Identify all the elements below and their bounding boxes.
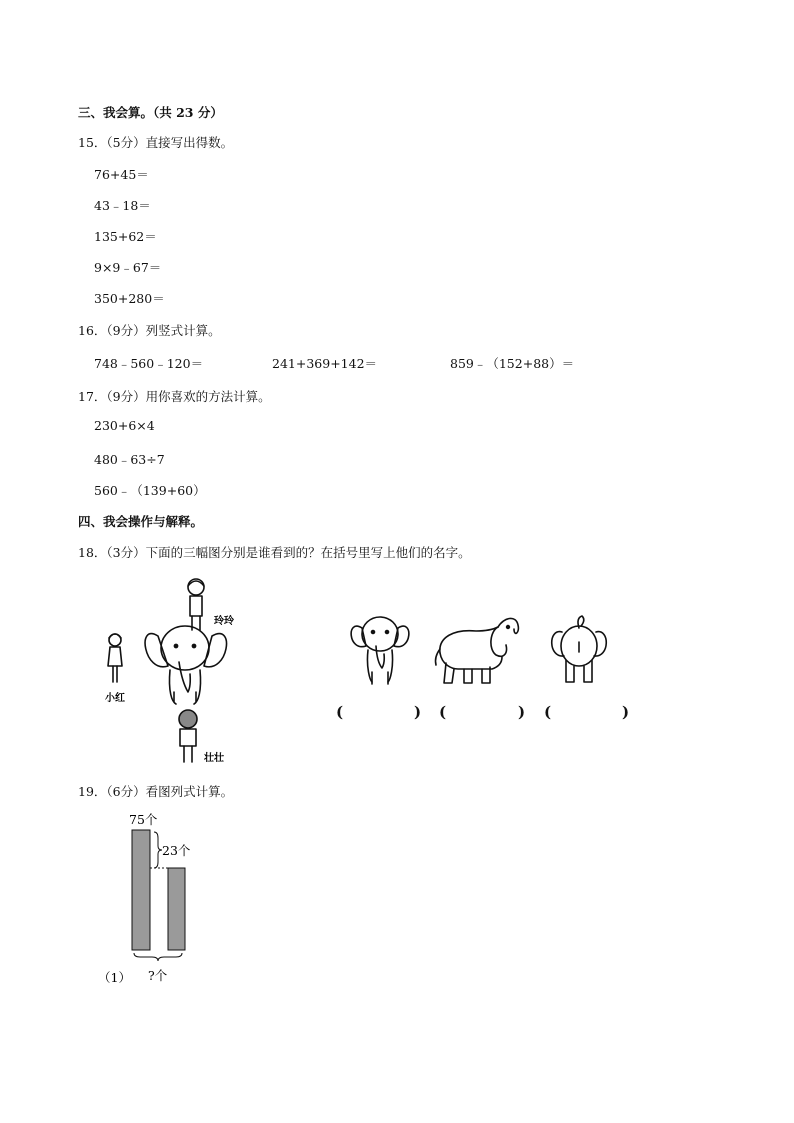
q18-title: 18．（3分）下面的三幅图分别是谁看到的？在括号里写上他们的名字。 <box>78 545 471 560</box>
q17-title: 17．（9分）用你喜欢的方法计算。 <box>78 389 271 404</box>
sum-label: ?个 <box>148 968 168 983</box>
difference-brace <box>154 832 162 868</box>
part-1-label: （1） <box>98 970 131 985</box>
child-zhuangzhuang-icon <box>179 710 197 762</box>
q17-item-3: 560﹣（139+60） <box>94 483 206 498</box>
q15-item-5: 350+280＝ <box>94 291 165 306</box>
label-zhuangzhuang: 壮壮 <box>204 753 224 764</box>
elephant-front-icon <box>145 626 226 704</box>
q16-item-2: 241+369+142＝ <box>272 356 378 371</box>
q17-item-1: 230+6×4 <box>94 418 155 433</box>
answer-paren-open-1: ( <box>336 703 344 721</box>
q15-title: 15．（5分）直接写出得数。 <box>78 135 234 150</box>
label-lingling: 玲玲 <box>214 616 234 627</box>
q18-scene-illustration <box>96 574 256 770</box>
tall-bar <box>132 830 150 950</box>
q15-item-4: 9×9﹣67＝ <box>94 260 162 275</box>
child-xiaohong-icon <box>108 634 122 682</box>
q15-item-3: 135+62＝ <box>94 229 157 244</box>
answer-paren-close-2: ) <box>518 703 526 721</box>
sum-brace <box>134 953 182 961</box>
section-4-heading: 四、我会操作与解释。 <box>78 514 204 529</box>
q18-view-side <box>432 613 526 689</box>
q15-item-2: 43﹣18＝ <box>94 198 151 213</box>
answer-blank-3[interactable] <box>560 702 620 722</box>
answer-paren-close-1: ) <box>414 703 422 721</box>
q16-item-3: 859﹣（152+88）＝ <box>450 356 575 371</box>
answer-blank-2[interactable] <box>455 702 515 722</box>
answer-blank-1[interactable] <box>352 702 412 722</box>
q15-item-1: 76+45＝ <box>94 167 149 182</box>
answer-paren-open-3: ( <box>544 703 552 721</box>
section-3-heading: 三、我会算。（共 23 分） <box>78 105 223 120</box>
q19-title: 19．（6分）看图列式计算。 <box>78 784 234 799</box>
difference-label: 23个 <box>162 843 191 858</box>
child-lingling-icon <box>188 579 204 630</box>
q16-title: 16．（9分）列竖式计算。 <box>78 323 221 338</box>
q19-bar-diagram <box>96 808 216 984</box>
tall-bar-label: 75个 <box>129 812 158 827</box>
q17-item-2: 480﹣63÷7 <box>94 452 165 467</box>
short-bar <box>168 868 185 950</box>
q18-view-front <box>344 608 416 690</box>
q16-item-1: 748﹣560﹣120＝ <box>94 356 204 371</box>
q18-view-back <box>546 612 612 688</box>
answer-paren-close-3: ) <box>622 703 630 721</box>
label-xiaohong: 小红 <box>105 693 125 704</box>
answer-paren-open-2: ( <box>439 703 447 721</box>
